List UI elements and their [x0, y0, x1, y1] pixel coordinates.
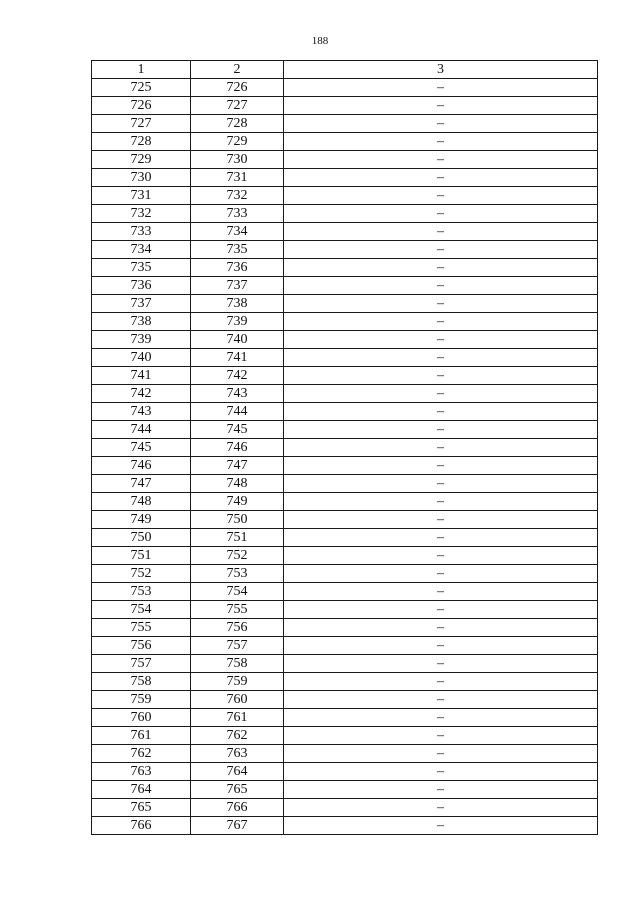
table-row — [92, 709, 598, 727]
table-cell-col1: 751 — [92, 547, 191, 565]
table-row — [92, 385, 598, 403]
table-cell-col2: 734 — [191, 223, 284, 241]
table-cell-col2: 764 — [191, 763, 284, 781]
table-cell-col1: 749 — [92, 511, 191, 529]
table-cell-col3: – — [284, 439, 598, 457]
table-cell-col2: 740 — [191, 331, 284, 349]
table-cell-col3: – — [284, 241, 598, 259]
table-cell-col3: – — [284, 205, 598, 223]
table-cell-col1: 744 — [92, 421, 191, 439]
table-cell-col3: – — [284, 133, 598, 151]
table-row — [92, 799, 598, 817]
table-row — [92, 655, 598, 673]
table-cell-col3: – — [284, 367, 598, 385]
table-row — [92, 529, 598, 547]
table-row — [92, 565, 598, 583]
table-row — [92, 169, 598, 187]
table-cell-col1: 742 — [92, 385, 191, 403]
table-cell-col1: 748 — [92, 493, 191, 511]
table-cell-col2: 732 — [191, 187, 284, 205]
table-cell-col1: 762 — [92, 745, 191, 763]
table-row — [92, 457, 598, 475]
table-cell-col3: – — [284, 817, 598, 835]
table-cell-col3: – — [284, 745, 598, 763]
table-cell-col3: – — [284, 565, 598, 583]
table-cell-col2: 759 — [191, 673, 284, 691]
table-cell-col3: – — [284, 385, 598, 403]
table-row — [92, 727, 598, 745]
table-cell-col1: 763 — [92, 763, 191, 781]
table-cell-col3: – — [284, 709, 598, 727]
table-row — [92, 763, 598, 781]
table-cell-col2: 726 — [191, 79, 284, 97]
table-cell-col1: 750 — [92, 529, 191, 547]
table-row — [92, 133, 598, 151]
table-cell-col3: – — [284, 475, 598, 493]
table-cell-col2: 733 — [191, 205, 284, 223]
table-cell-col3: – — [284, 313, 598, 331]
table-row — [92, 97, 598, 115]
table-cell-col1: 743 — [92, 403, 191, 421]
table-cell-col3: – — [284, 187, 598, 205]
table-cell-col2: 761 — [191, 709, 284, 727]
table-cell-col1: 753 — [92, 583, 191, 601]
table-row — [92, 403, 598, 421]
table-row — [92, 673, 598, 691]
table-cell-col3: – — [284, 655, 598, 673]
table-cell-col1: 757 — [92, 655, 191, 673]
table-cell-col2: 763 — [191, 745, 284, 763]
table-cell-col2: 729 — [191, 133, 284, 151]
table-cell-col1: 736 — [92, 277, 191, 295]
table-row — [92, 493, 598, 511]
table-cell-col3: – — [284, 331, 598, 349]
table-cell-col2: 730 — [191, 151, 284, 169]
table-cell-col1: 761 — [92, 727, 191, 745]
table-cell-col1: 728 — [92, 133, 191, 151]
table-cell-col3: – — [284, 277, 598, 295]
table-cell-col2: 756 — [191, 619, 284, 637]
table-cell-col2: 757 — [191, 637, 284, 655]
table-cell-col2: 731 — [191, 169, 284, 187]
table-cell-col1: 730 — [92, 169, 191, 187]
table-row — [92, 601, 598, 619]
table-cell-col3: – — [284, 151, 598, 169]
table-row — [92, 151, 598, 169]
table-cell-col2: 747 — [191, 457, 284, 475]
table-body — [92, 79, 598, 835]
table-row — [92, 259, 598, 277]
column-header-1: 1 — [92, 61, 191, 79]
table-cell-col3: – — [284, 115, 598, 133]
table-cell-col1: 735 — [92, 259, 191, 277]
table-row — [92, 187, 598, 205]
table-cell-col1: 754 — [92, 601, 191, 619]
table-cell-col2: 741 — [191, 349, 284, 367]
table-cell-col3: – — [284, 601, 598, 619]
table-cell-col1: 740 — [92, 349, 191, 367]
table-cell-col1: 766 — [92, 817, 191, 835]
table-cell-col3: – — [284, 529, 598, 547]
table-row — [92, 241, 598, 259]
table-cell-col3: – — [284, 637, 598, 655]
table-cell-col3: – — [284, 781, 598, 799]
table-cell-col2: 748 — [191, 475, 284, 493]
table-cell-col2: 742 — [191, 367, 284, 385]
table-cell-col2: 749 — [191, 493, 284, 511]
table-cell-col3: – — [284, 349, 598, 367]
table-cell-col3: – — [284, 583, 598, 601]
table-cell-col2: 752 — [191, 547, 284, 565]
table-cell-col3: – — [284, 259, 598, 277]
table-cell-col3: – — [284, 403, 598, 421]
column-header-3: 3 — [284, 61, 598, 79]
table-cell-col2: 736 — [191, 259, 284, 277]
table-cell-col2: 765 — [191, 781, 284, 799]
table-cell-col1: 732 — [92, 205, 191, 223]
table-cell-col3: – — [284, 547, 598, 565]
table-row — [92, 331, 598, 349]
table-cell-col2: 739 — [191, 313, 284, 331]
table-row — [92, 277, 598, 295]
table-cell-col3: – — [284, 457, 598, 475]
table-cell-col3: – — [284, 511, 598, 529]
table-cell-col2: 744 — [191, 403, 284, 421]
table-cell-col2: 760 — [191, 691, 284, 709]
table-row — [92, 781, 598, 799]
table-cell-col3: – — [284, 727, 598, 745]
table-cell-col1: 755 — [92, 619, 191, 637]
data-table — [91, 60, 598, 835]
table-cell-col1: 733 — [92, 223, 191, 241]
table-cell-col2: 766 — [191, 799, 284, 817]
table-cell-col3: – — [284, 763, 598, 781]
page-number: 188 — [311, 35, 329, 47]
table-cell-col3: – — [284, 295, 598, 313]
table-cell-col1: 725 — [92, 79, 191, 97]
table-row — [92, 475, 598, 493]
column-header-2: 2 — [191, 61, 284, 79]
table-cell-col1: 759 — [92, 691, 191, 709]
table-row — [92, 619, 598, 637]
table-cell-col2: 758 — [191, 655, 284, 673]
table-cell-col1: 726 — [92, 97, 191, 115]
table-cell-col2: 755 — [191, 601, 284, 619]
table-cell-col3: – — [284, 79, 598, 97]
table-cell-col3: – — [284, 493, 598, 511]
table-cell-col2: 751 — [191, 529, 284, 547]
table-cell-col2: 767 — [191, 817, 284, 835]
table-cell-col2: 754 — [191, 583, 284, 601]
table-row — [92, 313, 598, 331]
table-row — [92, 223, 598, 241]
table-cell-col1: 741 — [92, 367, 191, 385]
table-cell-col1: 765 — [92, 799, 191, 817]
table-cell-col1: 734 — [92, 241, 191, 259]
table-cell-col1: 739 — [92, 331, 191, 349]
table-row — [92, 295, 598, 313]
table-cell-col2: 737 — [191, 277, 284, 295]
table-row — [92, 817, 598, 835]
table-row — [92, 547, 598, 565]
table-cell-col3: – — [284, 799, 598, 817]
table-cell-col1: 737 — [92, 295, 191, 313]
table-cell-col3: – — [284, 673, 598, 691]
table-row — [92, 349, 598, 367]
table-cell-col2: 735 — [191, 241, 284, 259]
table-cell-col2: 753 — [191, 565, 284, 583]
table-row — [92, 691, 598, 709]
table-cell-col3: – — [284, 421, 598, 439]
table-cell-col2: 738 — [191, 295, 284, 313]
table-cell-col3: – — [284, 223, 598, 241]
table-row — [92, 115, 598, 133]
table-row — [92, 637, 598, 655]
table-row — [92, 745, 598, 763]
table-cell-col1: 752 — [92, 565, 191, 583]
table-cell-col3: – — [284, 169, 598, 187]
table-cell-col3: – — [284, 97, 598, 115]
table-cell-col2: 750 — [191, 511, 284, 529]
table-cell-col2: 728 — [191, 115, 284, 133]
table-cell-col1: 729 — [92, 151, 191, 169]
table-cell-col1: 727 — [92, 115, 191, 133]
table-cell-col3: – — [284, 619, 598, 637]
table-cell-col2: 762 — [191, 727, 284, 745]
table-cell-col1: 747 — [92, 475, 191, 493]
table-row — [92, 583, 598, 601]
table-cell-col1: 745 — [92, 439, 191, 457]
table-cell-col2: 727 — [191, 97, 284, 115]
table-row — [92, 439, 598, 457]
table-row — [92, 511, 598, 529]
table-header-row — [92, 61, 598, 79]
table-row — [92, 79, 598, 97]
table-row — [92, 421, 598, 439]
table-row — [92, 205, 598, 223]
table-cell-col1: 758 — [92, 673, 191, 691]
table-cell-col1: 764 — [92, 781, 191, 799]
table-cell-col2: 746 — [191, 439, 284, 457]
table-cell-col1: 760 — [92, 709, 191, 727]
table-cell-col2: 743 — [191, 385, 284, 403]
table-cell-col1: 756 — [92, 637, 191, 655]
table-cell-col1: 738 — [92, 313, 191, 331]
table-cell-col1: 731 — [92, 187, 191, 205]
table-row — [92, 367, 598, 385]
table-cell-col1: 746 — [92, 457, 191, 475]
table-cell-col3: – — [284, 691, 598, 709]
table-cell-col2: 745 — [191, 421, 284, 439]
